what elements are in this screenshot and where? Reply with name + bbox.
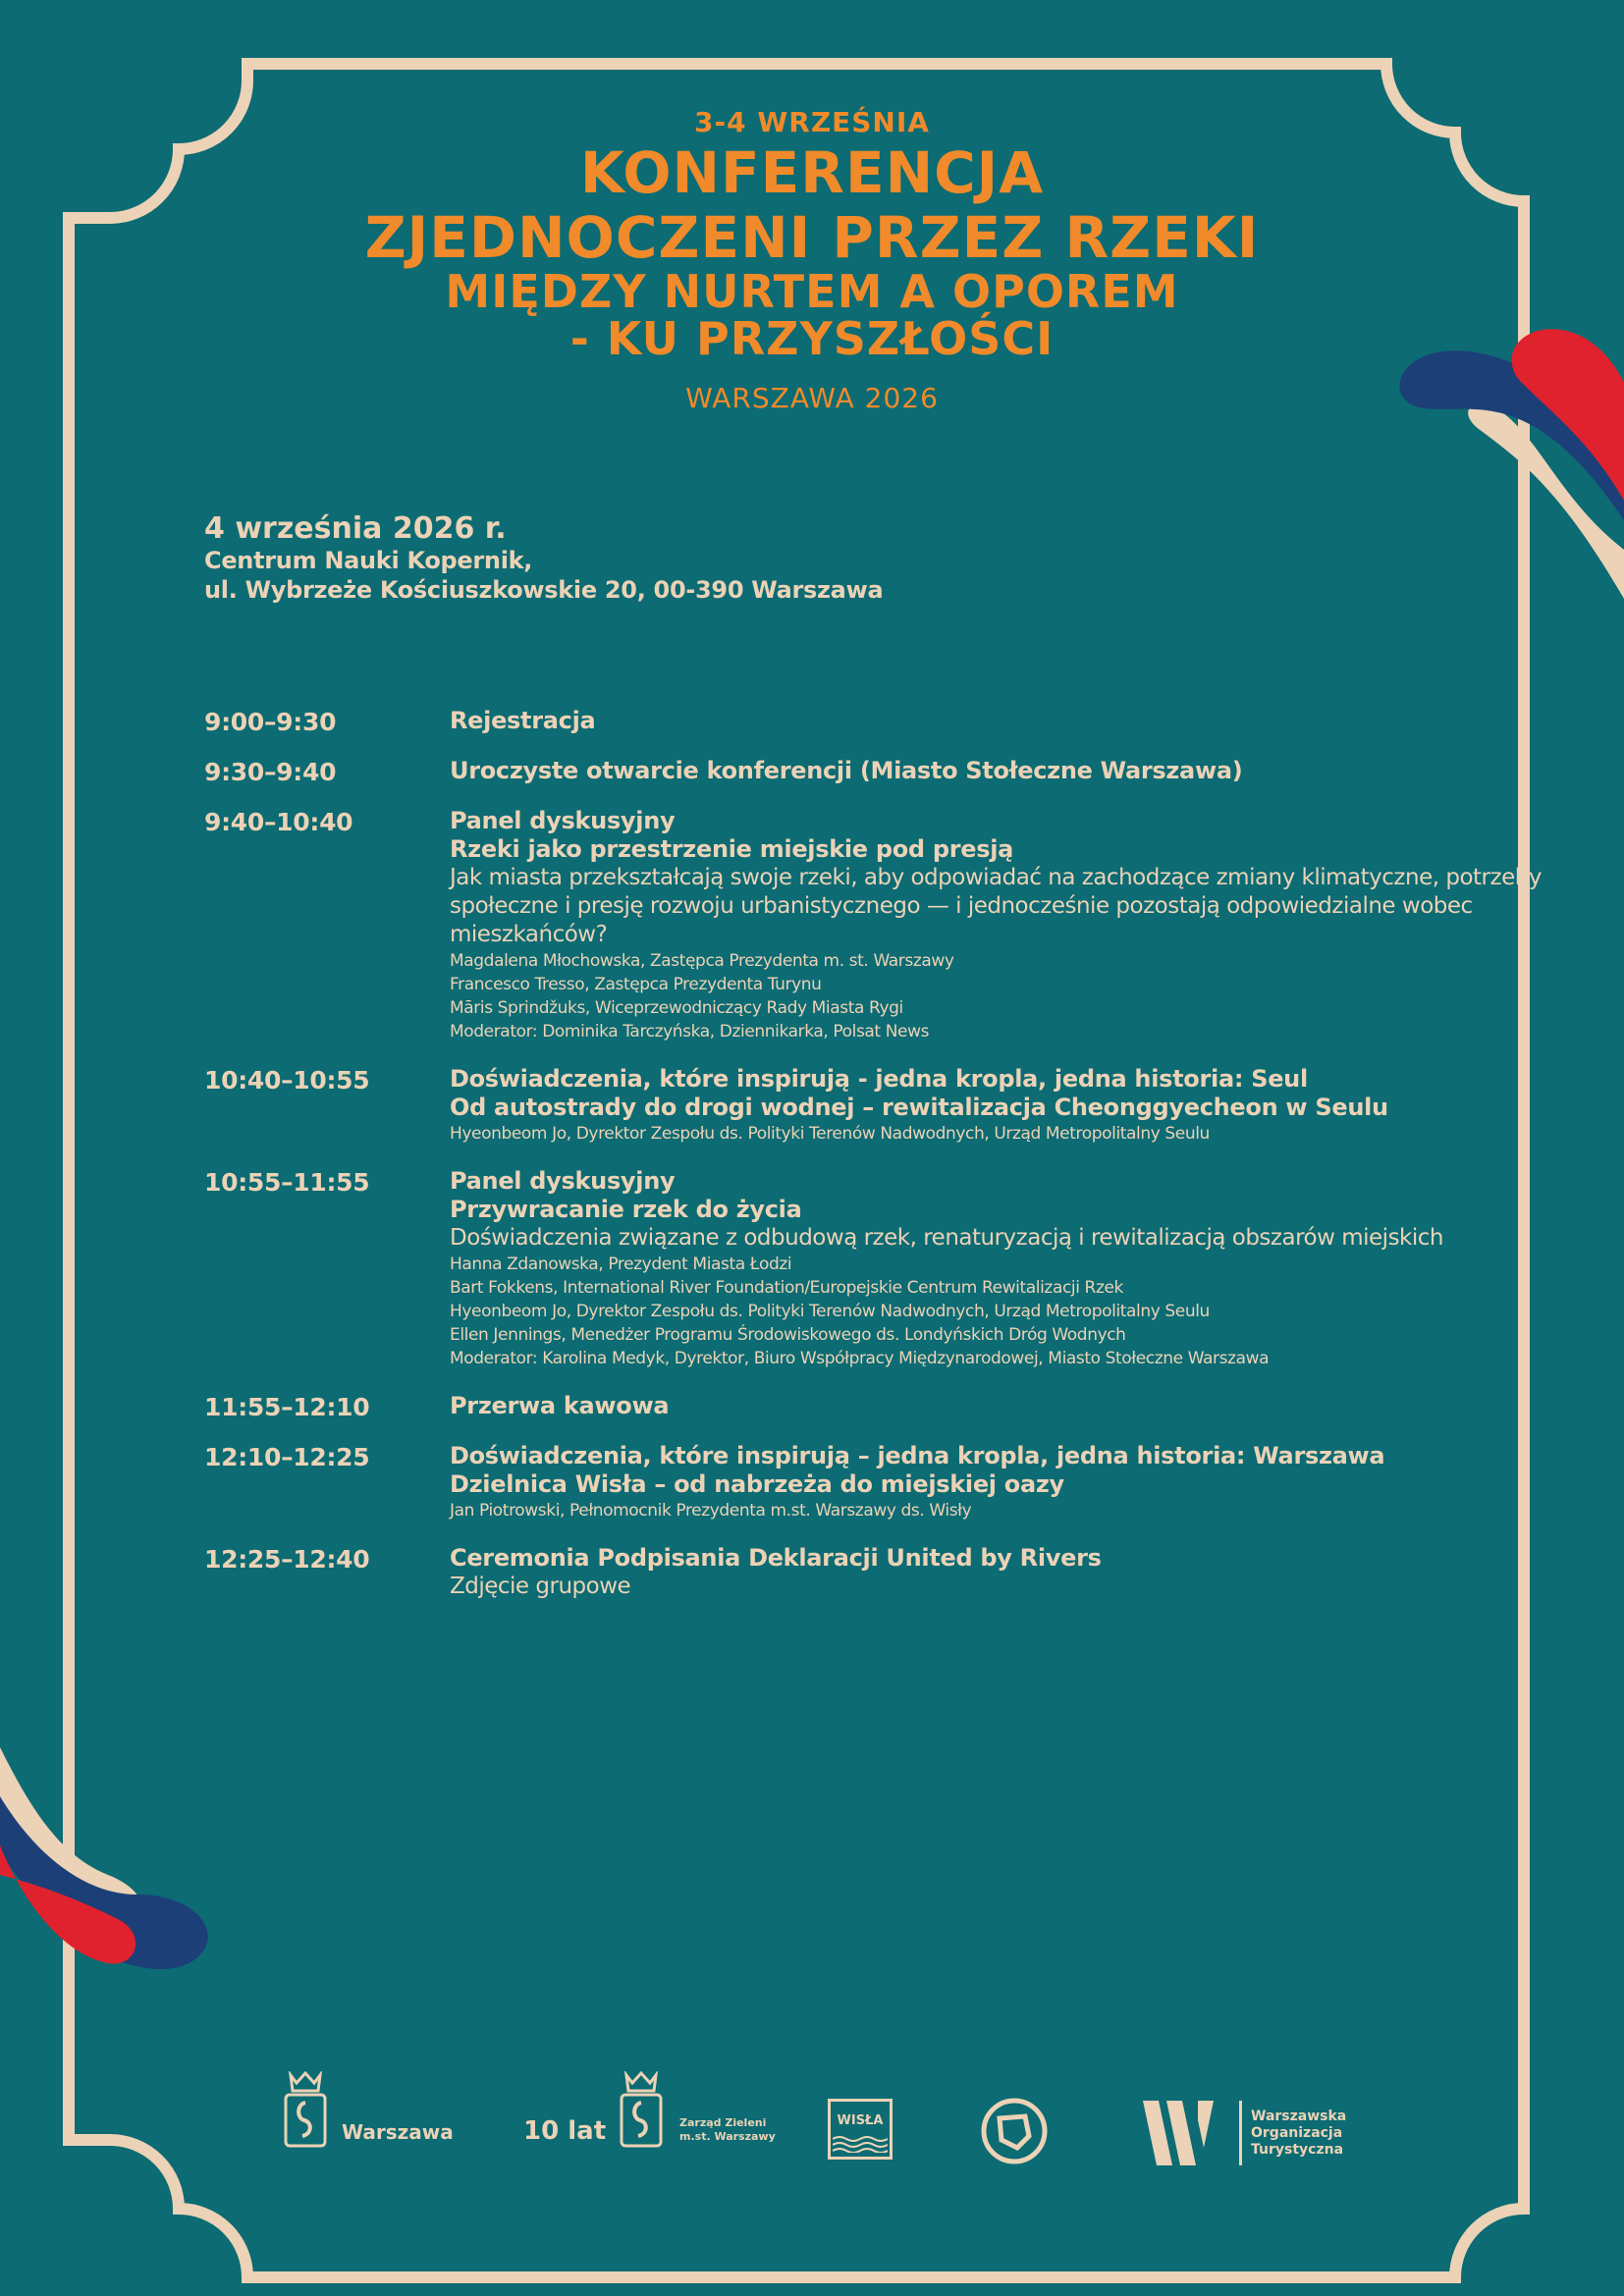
agenda-speaker: Bart Fokkens, International River Foundation/Europejskie Centrum Rewitalizacji Rzek — [450, 1278, 1123, 1298]
agenda — [204, 707, 1579, 1623]
conference-subtitle-line1: MIĘDZY NURTEM A OPOREM — [445, 265, 1179, 318]
agenda-description: Jak miasta przekształcają swoje rzeki, aby odpowiadać na zachodzące zmiany klimatyczne, potrzeby — [450, 865, 1542, 890]
agenda-speaker: Jan Piotrowski, Pełnomocnik Prezydenta m.st. Warszawy ds. Wisły — [450, 1501, 972, 1521]
agenda-speaker: Hanna Zdanowska, Prezydent Miasta Łodzi — [450, 1255, 792, 1274]
agenda-content — [450, 1544, 1579, 1601]
agenda-title: Panel dyskusyjny — [450, 807, 676, 834]
agenda-item — [204, 757, 1579, 785]
agenda-speaker: Māris Sprindžuks, Wiceprzewodniczący Rady Miasta Rygi — [450, 998, 903, 1018]
agenda-title: Od autostrady do drogi wodnej – rewitalizacja Cheonggyecheon w Seulu — [450, 1094, 1388, 1121]
agenda-title: Przywracanie rzek do życia — [450, 1196, 802, 1223]
agenda-item — [204, 707, 1579, 735]
agenda-content — [450, 757, 1579, 785]
conference-header — [0, 106, 1624, 414]
partner-logos — [0, 2061, 1624, 2199]
circle-emblem-icon — [980, 2097, 1049, 2165]
wot-logo — [1143, 2101, 1347, 2169]
agenda-time: 9:40–10:40 — [204, 808, 353, 836]
warsaw-crest-icon — [283, 2071, 328, 2150]
conference-title-line1: KONFERENCJA — [579, 139, 1045, 206]
agenda-item — [204, 1544, 1579, 1601]
wot-line2: Organizacja — [1251, 2125, 1343, 2141]
wisla-logo — [828, 2099, 893, 2160]
agenda-item — [204, 1167, 1579, 1370]
agenda-speaker: Moderator: Karolina Medyk, Dyrektor, Biuro Współpracy Międzynarodowej, Miasto Stołeczne Warszawa — [450, 1349, 1270, 1368]
agenda-time: 10:55–11:55 — [204, 1168, 370, 1197]
warsaw-crest-icon — [619, 2071, 664, 2150]
zarzad-line2: m.st. Warszawy — [679, 2130, 776, 2143]
agenda-title: Panel dyskusyjny — [450, 1167, 676, 1195]
wot-line3: Turystyczna — [1251, 2142, 1344, 2158]
agenda-speaker: Moderator: Dominika Tarczyńska, Dziennikarka, Polsat News — [450, 1022, 930, 1041]
logo-divider — [1239, 2101, 1242, 2165]
venue-info — [204, 512, 883, 605]
agenda-description: Doświadczenia związane z odbudową rzek, renaturyzacją i rewitalizacją obszarów miejskich — [450, 1225, 1443, 1251]
warszawa-logo — [283, 2071, 454, 2154]
agenda-title: Doświadczenia, które inspirują - jedna kropla, jedna historia: Seul — [450, 1065, 1308, 1093]
agenda-content — [450, 1065, 1579, 1146]
ten-years-label: 10 lat — [523, 2116, 607, 2146]
agenda-time: 9:30–9:40 — [204, 758, 337, 786]
zarzad-line1: Zarząd Zieleni — [679, 2116, 767, 2129]
conference-title-line2: ZJEDNOCZENI PRZEZ RZEKI — [364, 204, 1260, 271]
warszawa-logo-text: Warszawa — [342, 2120, 454, 2144]
agenda-title: Uroczyste otwarcie konferencji (Miasto Stołeczne Warszawa) — [450, 757, 1243, 784]
agenda-title: Przerwa kawowa — [450, 1392, 670, 1419]
ribbon-decoration-left — [0, 1728, 226, 1993]
wot-line1: Warszawska — [1251, 2109, 1347, 2124]
waves-icon — [833, 2135, 888, 2153]
agenda-item — [204, 807, 1579, 1043]
agenda-time: 12:10–12:25 — [204, 1443, 370, 1471]
venue-address: ul. Wybrzeże Kościuszkowskie 20, 00-390 Warszawa — [204, 576, 884, 604]
agenda-time: 11:55–12:10 — [204, 1393, 370, 1421]
agenda-content — [450, 1392, 1579, 1420]
agenda-title: Ceremonia Podpisania Deklaracji United by Rivers — [450, 1544, 1102, 1572]
zarzad-zieleni-logo — [619, 2071, 776, 2154]
conference-city-year: WARSZAWA 2026 — [685, 382, 939, 414]
circle-emblem-logo — [980, 2097, 1049, 2169]
agenda-title: Rejestracja — [450, 707, 596, 734]
wisla-logo-text: WISŁA — [837, 2113, 884, 2128]
agenda-speaker: Magdalena Młochowska, Zastępca Prezydenta m. st. Warszawy — [450, 951, 954, 971]
agenda-content — [450, 1167, 1579, 1370]
agenda-item — [204, 1392, 1579, 1420]
agenda-title: Rzeki jako przestrzenie miejskie pod presją — [450, 835, 1014, 863]
agenda-speaker: Ellen Jennings, Menedżer Programu Środowiskowego ds. Londyńskich Dróg Wodnych — [450, 1325, 1126, 1345]
agenda-speaker: Hyeonbeom Jo, Dyrektor Zespołu ds. Polityki Terenów Nadwodnych, Urząd Metropolitalny Seulu — [450, 1124, 1210, 1144]
agenda-time: 9:00–9:30 — [204, 708, 337, 736]
agenda-time: 12:25–12:40 — [204, 1545, 370, 1574]
agenda-description: społeczne i presję rozwoju urbanistycznego — i jednocześnie pozostają odpowiedzialne wobec mieszkańców? — [450, 893, 1473, 947]
w-mark-icon — [1143, 2101, 1221, 2165]
agenda-description: Zdjęcie grupowe — [450, 1574, 631, 1599]
agenda-title: Doświadczenia, które inspirują – jedna kropla, jedna historia: Warszawa — [450, 1442, 1385, 1469]
agenda-title: Dzielnica Wisła – od nabrzeża do miejskiej oazy — [450, 1470, 1064, 1498]
agenda-speaker: Hyeonbeom Jo, Dyrektor Zespołu ds. Polityki Terenów Nadwodnych, Urząd Metropolitalny Seulu — [450, 1302, 1210, 1321]
venue-place: Centrum Nauki Kopernik, — [204, 547, 533, 574]
agenda-item — [204, 1065, 1579, 1146]
agenda-item — [204, 1442, 1579, 1522]
agenda-content — [450, 707, 1579, 735]
agenda-content — [450, 1442, 1579, 1522]
agenda-speaker: Francesco Tresso, Zastępca Prezydenta Turynu — [450, 975, 822, 994]
conference-subtitle-line2: - KU PRZYSZŁOŚCI — [569, 312, 1055, 365]
agenda-content — [450, 807, 1579, 1043]
conference-dates: 3-4 WRZEŚNIA — [694, 106, 930, 138]
event-date: 4 września 2026 r. — [204, 511, 507, 546]
agenda-time: 10:40–10:55 — [204, 1066, 370, 1095]
